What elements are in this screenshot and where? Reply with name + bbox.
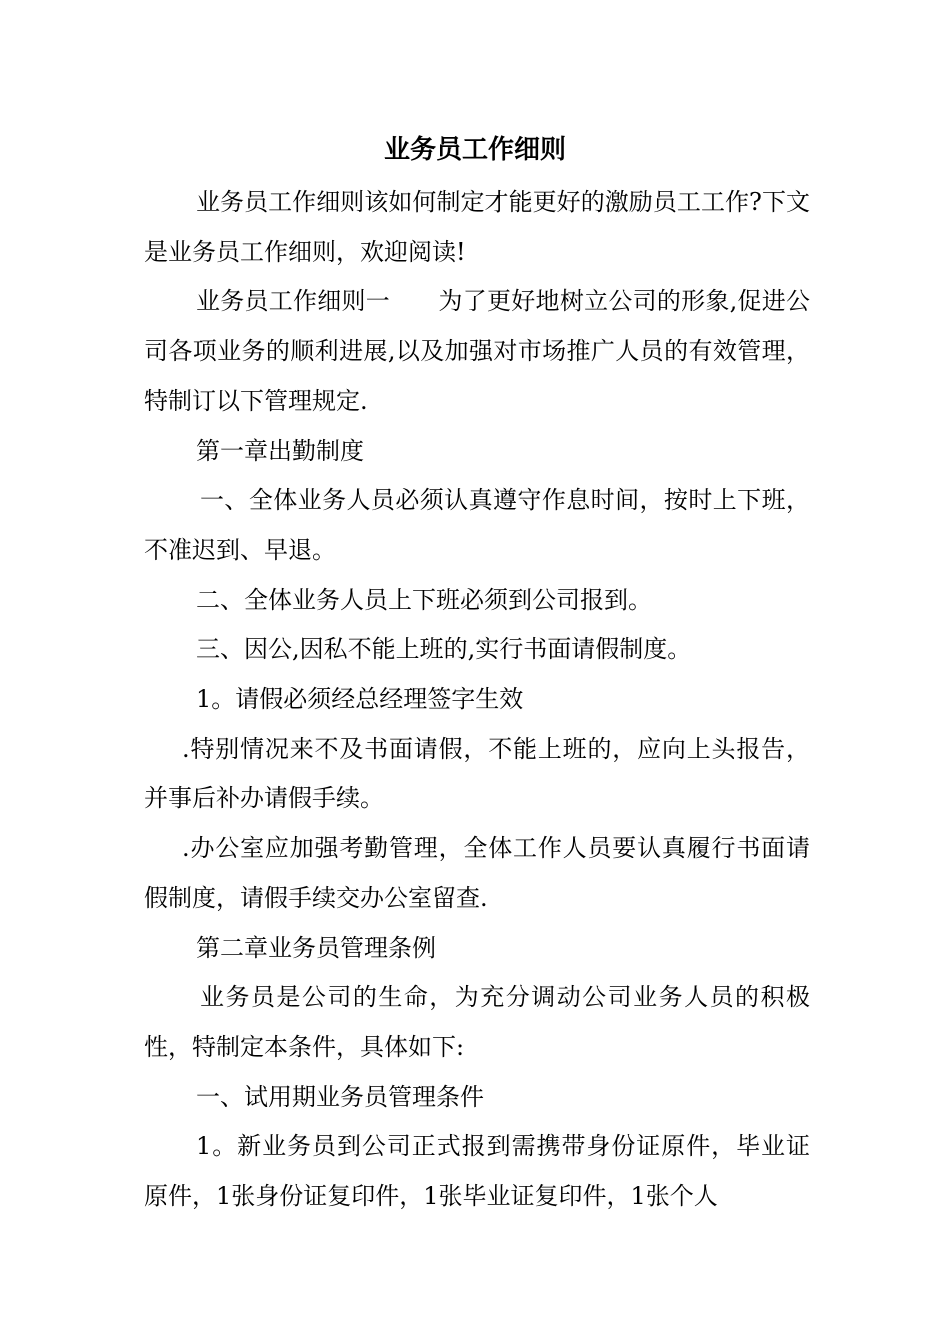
rule-paragraph: 1。新业务员到公司正式报到需携带身份证原件，毕业证原件，1张身份证复印件，1张毕业证复印件，1张个人 <box>144 1132 810 1211</box>
rule-paragraph: .办公室应加强考勤管理，全体工作人员要认真履行书面请假制度，请假手续交办公室留查. <box>144 834 810 912</box>
chapter-one-heading: 第一章出勤制度 <box>196 436 364 465</box>
section-heading: 一、试用期业务员管理条件 <box>196 1082 484 1111</box>
chapter-two-heading: 第二章业务员管理条例 <box>196 933 436 962</box>
rule-paragraph: 一、全体业务人员必须认真遵守作息时间，按时上下班，不准迟到、早退。 <box>144 486 810 564</box>
document-body <box>144 178 810 1222</box>
section-one-paragraph: 业务员工作细则一 为了更好地树立公司的形象,促进公司各项业务的顺利进展,以及加强对市场推广人员的有效管理，特制订以下管理规定. <box>144 287 810 415</box>
rule-paragraph: .特别情况来不及书面请假，不能上班的，应向上头报告，并事后补办请假手续。 <box>144 734 810 813</box>
rule-paragraph: 二、全体业务人员上下班必须到公司报到。 <box>196 585 652 614</box>
rule-paragraph: 三、因公,因私不能上班的,实行书面请假制度。 <box>196 635 692 664</box>
document-title: 业务员工作细则 <box>383 135 566 165</box>
chapter-two-intro-paragraph: 业务员是公司的生命，为充分调动公司业务人员的积极性，特制定本条件，具体如下: <box>144 983 810 1061</box>
intro-paragraph: 业务员工作细则该如何制定才能更好的激励员工工作?下文是业务员工作细则，欢迎阅读! <box>144 188 810 266</box>
rule-paragraph: 1。请假必须经总经理签字生效 <box>196 685 524 714</box>
